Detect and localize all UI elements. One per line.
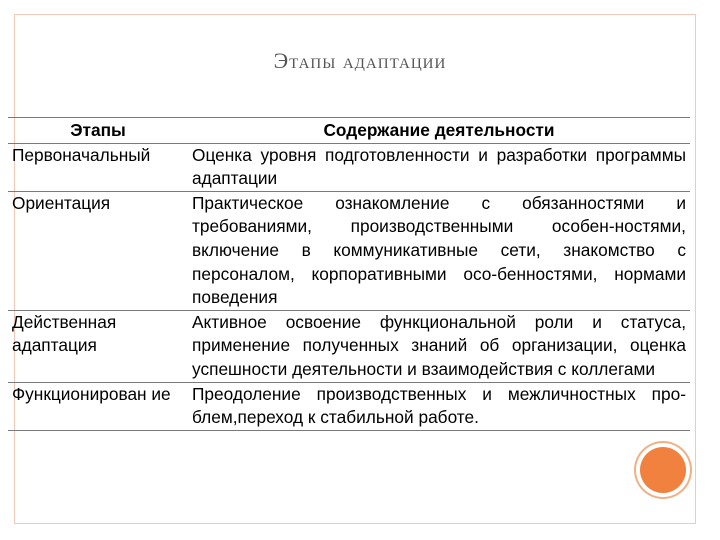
table-row [8,143,690,191]
content-cell: Практическое ознакомление с обязанностями и требованиями, производственными особен-ностями, включение в коммуникативные сети, знакомство с персоналом, корпоративными осо-бенностями, нормами поведения [188,191,690,310]
slide-title: Этапы адаптации [273,48,447,73]
orange-circle-ornament [640,447,686,493]
content-cell: Преодоление производственных и межличностных про-блем,переход к стабильной работе. [188,382,690,430]
table-row [8,310,690,382]
table-header-row [8,118,690,144]
content-cell: Оценка уровня подготовленности и разработки программы адаптации [188,143,690,191]
stage-cell: Функционирован ие [8,382,188,430]
header-content: Содержание деятельности [188,118,690,144]
content-cell: Активное освоение функциональной роли и статуса, применение полученных знаний об организации, оценка успешности деятельности и взаимодействия с коллегами [188,310,690,382]
stage-cell: Первоначальный [8,143,188,191]
stages-table [8,117,690,431]
table-row [8,191,690,310]
table-row [8,382,690,430]
stage-cell: Действенная адаптация [8,310,188,382]
stage-cell: Ориентация [8,191,188,310]
header-stages: Этапы [8,118,188,144]
